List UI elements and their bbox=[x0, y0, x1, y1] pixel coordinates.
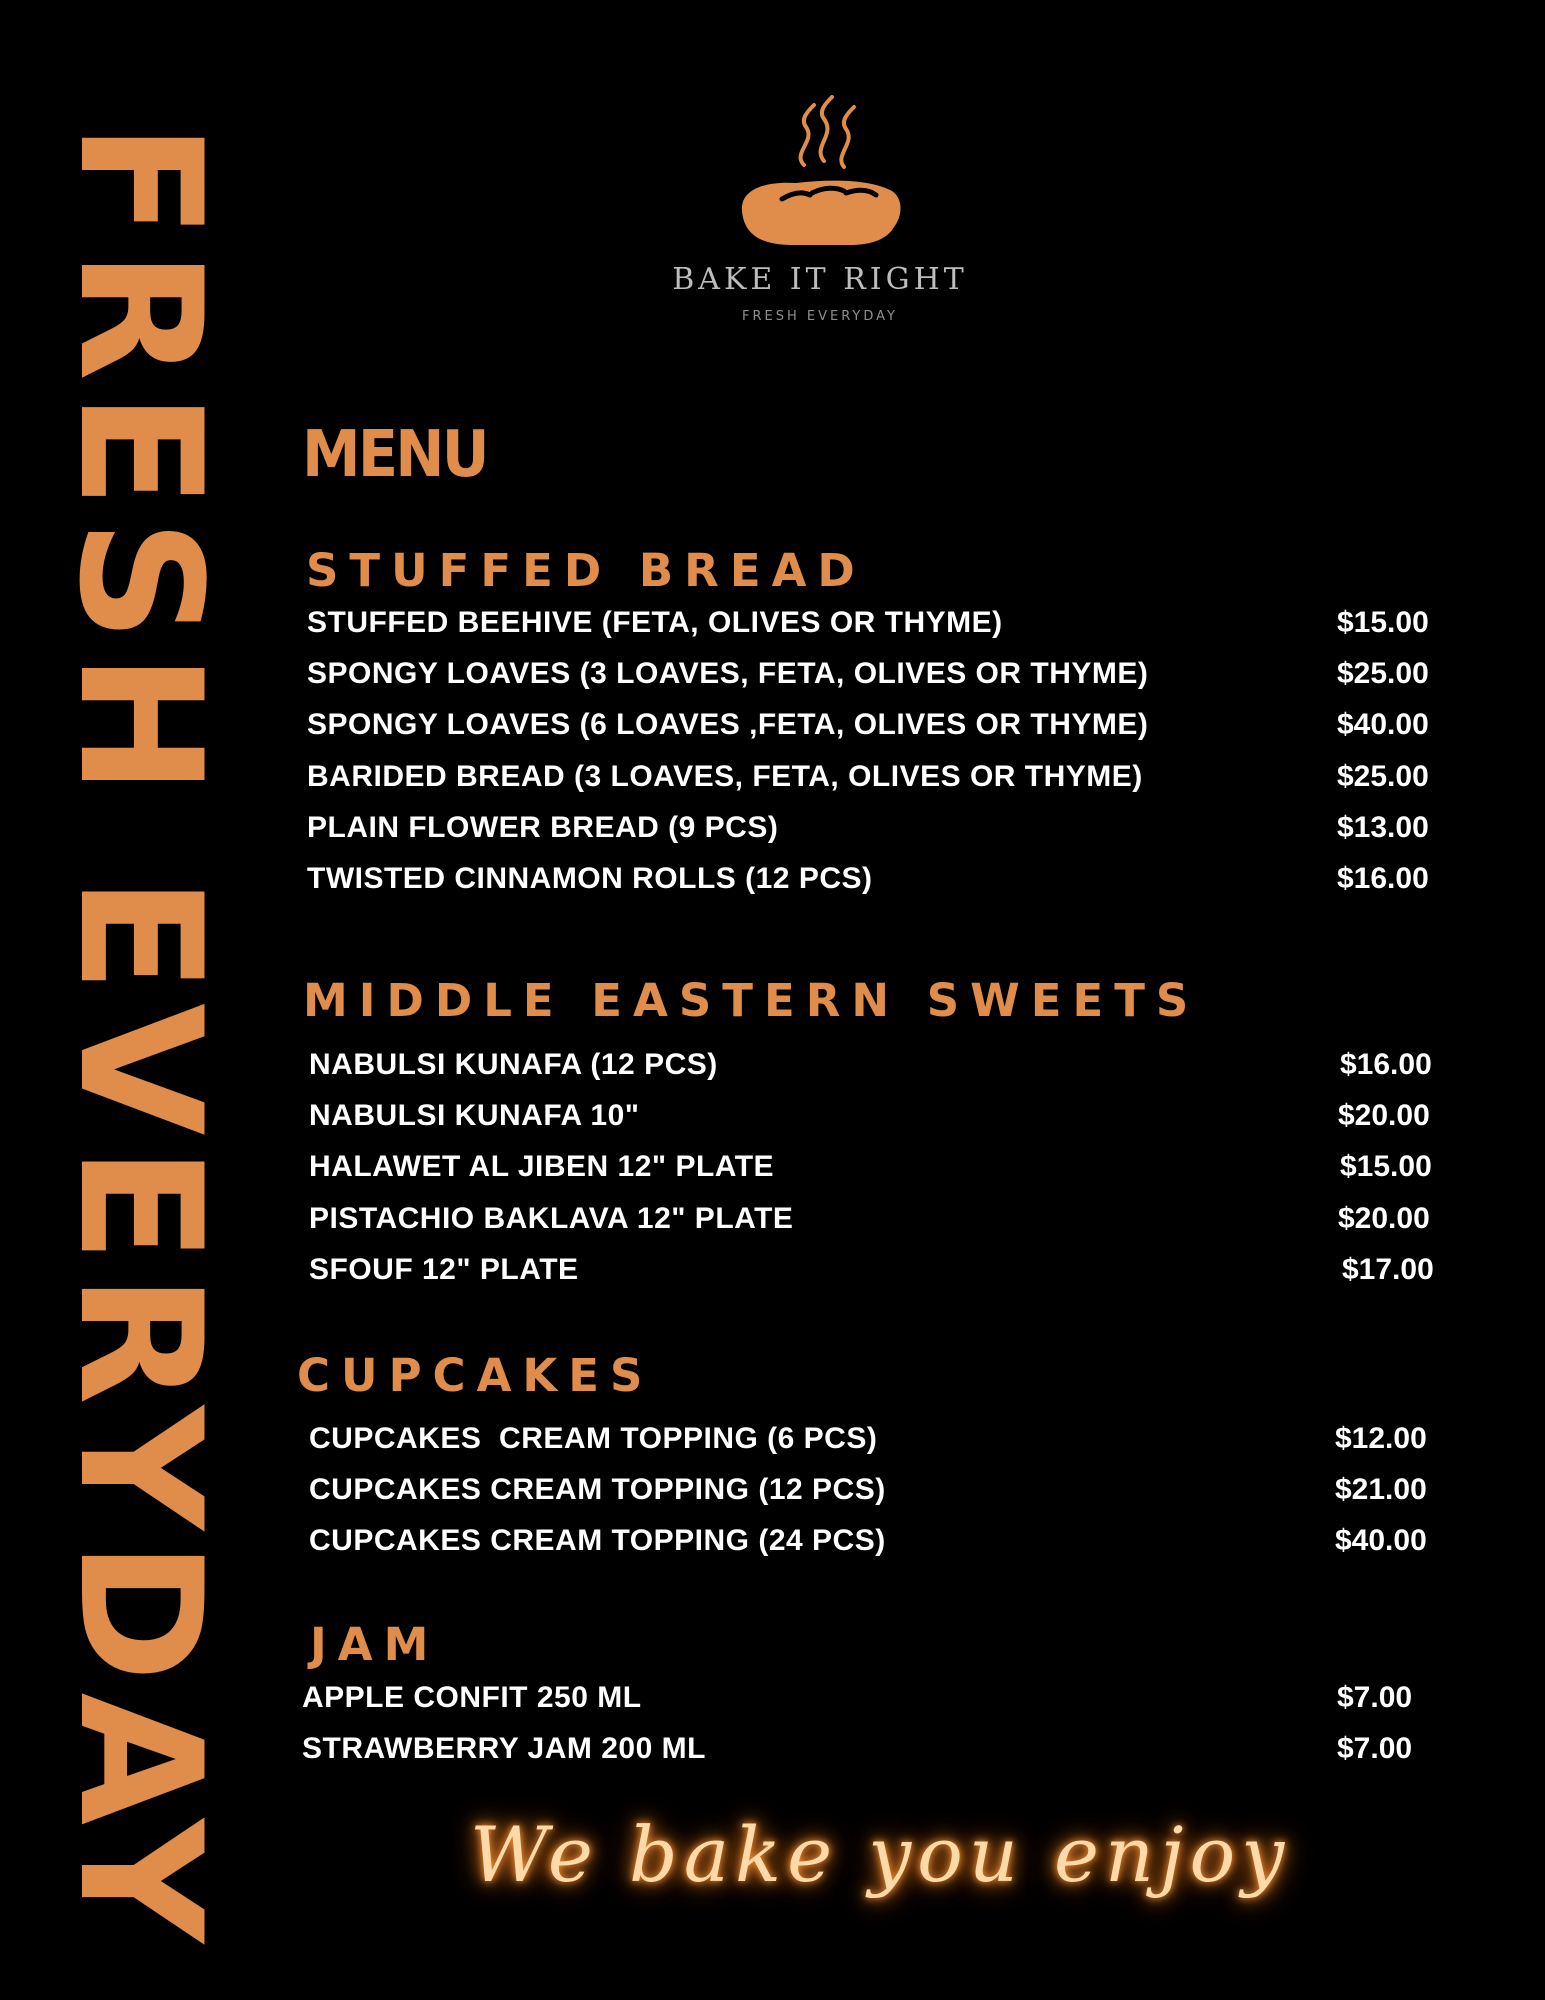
item-name: SPONGY LOAVES (6 LOAVES ,FETA, OLIVES OR THYME) bbox=[307, 708, 1149, 742]
menu-item bbox=[309, 1090, 1449, 1141]
item-name: BARIDED BREAD (3 LOAVES, FETA, OLIVES OR THYME) bbox=[307, 759, 1143, 793]
side-banner bbox=[42, 122, 238, 1954]
item-name: TWISTED CINNAMON ROLLS (12 PCS) bbox=[307, 861, 873, 895]
item-name: SPONGY LOAVES (3 LOAVES, FETA, OLIVES OR THYME) bbox=[307, 657, 1149, 691]
bread-loaf-steam-icon bbox=[700, 95, 940, 335]
item-name: CUPCAKES CREAM TOPPING (6 PCS) bbox=[309, 1422, 878, 1455]
item-price: $21.00 bbox=[1335, 1473, 1427, 1507]
item-price: $13.00 bbox=[1337, 810, 1429, 844]
section-title-cupcakes: CUPCAKES bbox=[297, 1349, 654, 1402]
item-price: $25.00 bbox=[1337, 759, 1429, 793]
menu-item bbox=[307, 699, 1447, 750]
menu-item bbox=[307, 648, 1447, 699]
middle-eastern-sweets-items bbox=[309, 1039, 1449, 1295]
menu-item bbox=[307, 853, 1447, 904]
item-price: $40.00 bbox=[1335, 1524, 1427, 1558]
item-price: $7.00 bbox=[1337, 1732, 1413, 1766]
jam-items bbox=[302, 1672, 1442, 1774]
item-price: $12.00 bbox=[1335, 1422, 1427, 1455]
menu-item bbox=[307, 597, 1447, 648]
menu-item bbox=[307, 802, 1447, 853]
section-title-stuffed-bread: STUFFED BREAD bbox=[306, 544, 866, 597]
item-name: STRAWBERRY JAM 200 ML bbox=[302, 1732, 706, 1766]
menu-item bbox=[307, 751, 1447, 802]
brand-name: BAKE IT RIGHT bbox=[672, 262, 968, 297]
menu-item bbox=[309, 1141, 1449, 1192]
item-name: SFOUF 12" PLATE bbox=[309, 1252, 579, 1286]
menu-item bbox=[309, 1413, 1449, 1464]
menu-item bbox=[309, 1039, 1449, 1090]
section-title-middle-eastern-sweets: MIDDLE EASTERN SWEETS bbox=[303, 974, 1200, 1027]
menu-item bbox=[309, 1244, 1449, 1295]
item-price: $25.00 bbox=[1337, 657, 1429, 691]
brand-tagline: FRESH EVERYDAY bbox=[742, 309, 898, 324]
item-name: CUPCAKES CREAM TOPPING (12 PCS) bbox=[309, 1473, 886, 1507]
menu-item bbox=[309, 1464, 1449, 1515]
side-banner-text: FRESH EVERYDAY bbox=[42, 122, 238, 1954]
item-price: $16.00 bbox=[1337, 861, 1429, 895]
item-name: NABULSI KUNAFA (12 PCS) bbox=[309, 1048, 718, 1081]
menu-item bbox=[302, 1723, 1442, 1774]
menu-item bbox=[309, 1193, 1449, 1244]
item-price: $40.00 bbox=[1337, 708, 1429, 742]
menu-title: MENU bbox=[302, 418, 487, 492]
section-title-jam: JAM bbox=[310, 1618, 440, 1671]
item-name: STUFFED BEEHIVE (FETA, OLIVES OR THYME) bbox=[307, 606, 1003, 639]
item-price: $17.00 bbox=[1342, 1252, 1434, 1286]
stuffed-bread-items bbox=[307, 597, 1447, 904]
item-name: APPLE CONFIT 250 ML bbox=[302, 1681, 642, 1714]
item-price: $7.00 bbox=[1337, 1681, 1413, 1714]
item-price: $20.00 bbox=[1338, 1201, 1430, 1235]
item-name: PLAIN FLOWER BREAD (9 PCS) bbox=[307, 810, 779, 844]
menu-item bbox=[309, 1515, 1449, 1566]
item-name: HALAWET AL JIBEN 12" PLATE bbox=[309, 1150, 775, 1184]
cupcakes-items bbox=[309, 1413, 1449, 1567]
footer-slogan: We bake you enjoy bbox=[470, 1810, 1291, 1899]
item-name: PISTACHIO BAKLAVA 12" PLATE bbox=[309, 1201, 794, 1235]
item-price: $15.00 bbox=[1337, 606, 1429, 639]
menu-item bbox=[302, 1672, 1442, 1723]
item-price: $20.00 bbox=[1338, 1099, 1430, 1133]
item-name: CUPCAKES CREAM TOPPING (24 PCS) bbox=[309, 1524, 886, 1558]
item-name: NABULSI KUNAFA 10" bbox=[309, 1099, 640, 1133]
item-price: $15.00 bbox=[1340, 1150, 1432, 1184]
item-price: $16.00 bbox=[1340, 1048, 1432, 1081]
